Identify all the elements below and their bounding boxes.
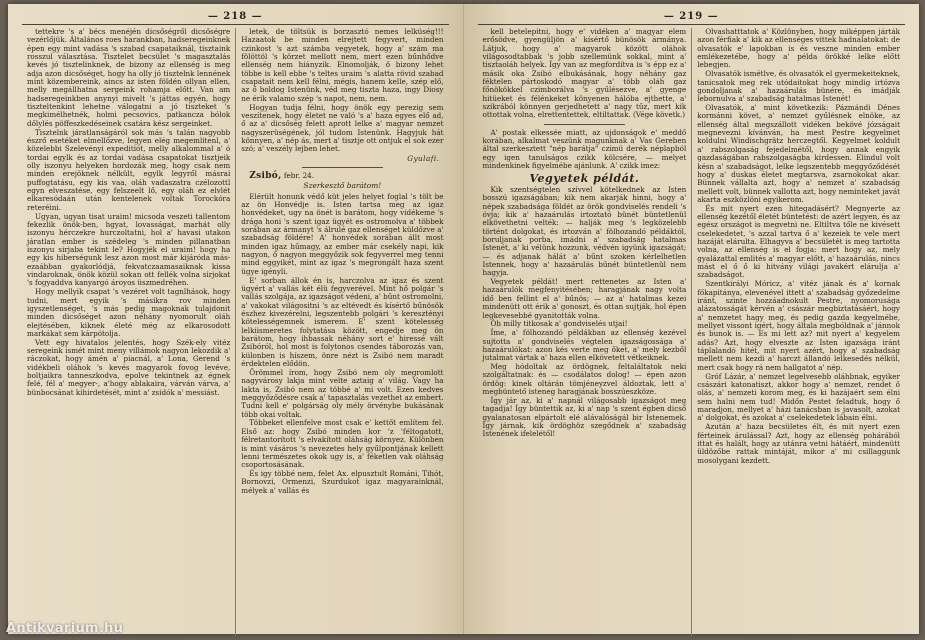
left-page [8, 4, 464, 634]
page-number-left: — 218 — [207, 11, 263, 22]
paragraph: Óh milly titkosak a' gondviselés utjai! [490, 319, 628, 329]
right-page-columns [478, 28, 906, 636]
paragraph: Hogyan tudja félni, hogy önök egy perezig sem veszítenek, hogy életet ne való 's a' haza egyes elő ad, ő az a' dicsőség felett aprott lelke a' magyar nemzet nagyszerüségének, jól tudom Istenünk. Hagyjuk hát könnyen, a' nép ás, mert a' tisztje ott ontjuk el sok ezer szó; a' veszély lejben lehet. [241, 102, 444, 154]
paragraph: Olvasatók ismétlve, és olvasatók el gyermekeiteknek, tanicsatok meg rek utódaitokat hogy mindig irtózva gondoljanak a' hazaárulás bünére, és imádják lebornulva a' szabadság hatalmas Istenét! [697, 69, 900, 104]
paragraph: tettekre 's a' bécs menéjén dicsőségről dicsőségre vezérlőjük. Általános roes harankban, hadseregeinknek épen egy mint vadása 's szabad csapataiknál, tisztaink rosszul választása. Tisztelet becsület 's magasztalás kevés jó tisztelinknek, de bizony az ellenség is meg adja azon dicsőséget, hogy ha olly jó tisztelnk lennének mint közembereink, aincs az isten földén ollyan ellen, melly megállhatna sergeink rohamja előtt. Van am hadseregeinkben anynyi mivelt 's játtas egyén, hogy tiszteltenkint lehetne válogatni a jó tiszteket 's megkimélhetnék, holmi pecsovics, patkancza bólok dőlylés pöffeszkedéseinek csatára kész sergeinket. [27, 28, 231, 128]
dateline [241, 172, 443, 180]
paragraph: Olvashatttatok a' Közlönyben, hogy miképpen járták azon férfiak a' kik az ellenséges vittek hadnalatokat: de olvasatók e' lapokban is és veszne minden ember emlékezetébe, hogy a' példa örökké lelke előtt lebegjen. [697, 28, 900, 70]
right-page [464, 4, 920, 634]
header-rule [478, 24, 906, 25]
left-page-columns [22, 28, 449, 636]
paragraph: letek, de töltsük is borzasztó nemes lelküség!!! Hazaatok be minden elrejtett fegyvert, minden czinkost 's azt számba vegyetek, hogy a' szám ma fölöttöl 's körzet mellott nem, mert ezen bűnhődve ellenség nem hiányzik. Elnomolják, ő bizony lehet többe is kell ebbe 's teltes uraim 's alatta rövid szabad csapatait nem kell félni, mégis, hanem kelle, szép elő, az ő boldog Istenünk, véd meg tiszta haza, ingy Diosy ne érik valamo szép 's napot, nem, nem. [241, 28, 444, 103]
watermark-logo: Antikvarium.hu [6, 621, 124, 636]
left-column-1 [22, 28, 235, 636]
paragraph: Többeket ellenfelve most csak e' kettőt említem fel. Első az: hogy Zsibó minden kor 'z 'féltogatott, félretantorított 's elvakított oláhság környez. Különben is mint vásáros 's nevezetes hely gyűlpontjának kellett lenni természetes okok ugy is, a' féketlen vak oláhság csoportosásának. [241, 418, 444, 470]
right-column-1 [478, 28, 692, 636]
paragraph: Vegyetek példát! mert rettenetes az Isten a' hazaárulók megfenyitésében; haragjának nagy volta idő ben fellint el a' bűnös; — az a' hatalmas kezei mindenütt ott érik a' gonoszt, és ottan sujtják, hol épen legkevesebbé gyanitották volna. [482, 277, 687, 320]
paragraph: E' sorban állok én is, harczolva az igaz és szent ügyért a' vallás két élü fegyverével. Mint hő polgár 's vallás szolgája, az igazságot védeni, a' bűnt ostromolni, a' vakokat világositni 's az eltévedt és kísértő bűnösök észhez kivezérelni, legszentebb polgári 's keresztényi kötelességemnek ismerem. E' szent kötelesség lelkiismeretes folytatása között, engedje meg ön barátom, hogy ihbassak néhány sort e' hiressé vált Zsibóról, hol most is folytonos csendes táborozás van, külonben is híszem, önre nézt is Zsibó nem maradt érdektelen elődön. [241, 275, 444, 369]
paragraph: A' postak elkessée miatt, az ujdonságok e' meddő korában, alkalmat veszünk magunknak a' Vas Gereben által szerkesztett "nép barátja" czimü derék néplapból egy igen tanulságos czikk kölcsére, — melyet mindenkinek figyelmébe ajánlunk. A' czikk imez: [482, 127, 687, 171]
paragraph: Azután a' haza becsületes élt, és mit nyert ezen férteinek árulással? Azt, hogy az ellenség pohárából ittat és halált, hogy az utánra vetni hátáért, mindenütt üldözőbe rattak mintáját, mikor a' mi csillaggunk mosolygani kezdett. [697, 422, 900, 465]
salutation: Szerkesztő barátom! [303, 181, 382, 191]
paragraph: Szentkirályi Móricz, a' vitéz jának és a' kornak főkapitánya, elevenével ittett a' szabadság győzedelme iránt, szinte hozzáadnokult Pestre, nyomorusága alázatosságát kérvén a' császár megbiztatásáért, hogy a' nemzetet hagy meg, és pedig gazda kegyelmébe, mellyet vissont igért, hogy általa megbóldnak a' jánnok és bunok is. — Es mi lett az? mit nyert a' kegyelem adás? Azt, hogy elveszte az Isten igazsága iránt táplalandó hitét, mit nyert azért, hogy a' szabadság mellett nem kezdi a' harczt állandó lelkesedés nélkül, mert csak hogy rá nem hallgatot a' nép. [697, 279, 900, 372]
left-column-2 [235, 28, 448, 636]
section-separator [302, 167, 383, 168]
dateline-date: febr. 24. [283, 171, 315, 180]
paragraph: Így jár az, ki a' napnál világosabb igazságot meg tagadja! Így büntettik az, ki a' nap 's szent égben dicső gyalanatosan elpártolt elé alávalóságál bir Istenemek. Így járnak, kik ördöghöz szegődnek a' szabadság Istenének ifelelétől! [482, 395, 687, 439]
paragraph: Örömmel írom, hogy Zsibó nem oly megromlott nagyvárosy lakja mint velte aztaig a' világ. Vagy ha lakta is, Zsibó nem az többé a' mi volt. Ezen kedves meggyőződésre csak a' tapasztalás vezethet az embert. Tudni kell e' polgárság oly mély örvénybe bukásának több okai voltak. [241, 367, 444, 419]
paragraph: Kik szentségtelen szívvel kötelkednek az Isten bosszú igazságában; kik nem akarják hinni, hogy a' népek szabadsága földét az örök gondviselés rendeli 's óvja; kik a' hazaárulás irtoztató bünét büntetlenül elkövethetni velték: — halják meg 's legközelebb történt dolgokat, és irtozván a' fölhozandó példáktól, boruljanak porba, imádni a' szabadság hatalmas Istenét, a' ki vélünk hozzunk, védvén igyünk igazságát; — és adjanak hálát a' bűnt szoken kérlelhetlen Istennek, hogy a' hazaárulás bűnét büntetlenül nem hagyja. [482, 184, 687, 278]
paragraph: Vett egy hivatalos jelentés, hogy Szék-ely vitéz seregeink ismét mint meny villámok nagyon lekozdik a' ráczokat, hogy ámén a' piacnál, a' Lona, Gerend 's vidékbeli oláhok 's kevés magyarok fovog levéve, boltjaikra tanneszkodva, epolve tekintnek az égnek felé, fél a' megyer-, a'hogy ablakaira, várván várva, a' bünbocsánat kihirdetését, mint a' zsidók a' messiást. [27, 337, 231, 397]
paragraph: És igy többé nem, felet Ax. elpusztult Románi, Tihót, Bornovzi, Ormenzi, Szurdukot igaz magyarainknál, mélyek a' vallás és [241, 469, 444, 495]
paragraph: kell betelepitni, hogy e' vidéken a' magyar elem erősödve, gyengüljön a' kísértő bünösök ármánya. Látjuk, hogy a' magyarok között oláhok világosodtabbak 's jobb szellemünk sokkal, mint a' tisztaoláh helyek. Így van az megfordítva is 's épp ez a' másik oka Zsibó elbukásának, hogy néhány gaz féktelen pártoskodó magyar a' több oláh gaz főnökökkel czimborálva 's gyűlésezve, a' gyenge hitüeket és félénkeket könyenen hálóba ejthette, a' szikrából könnyen gerjedhetett a' nagy tűz, mert kik ottottak volna, elrettentettek, eltiltattak. (Vége követk.) [482, 28, 687, 120]
paragraph: És mit nyert ezen hitegadásért? Megnyerte az ellenség kezétől életét büntetést: de azért legyen, és az egész országot is megvetni ne. Eltiltva tőle ne kivésett cselekedetet, 's azzal tartva ő a' kezeiek te vele mert hazáját elárulta. Elhagyva a' becsületét is meg tartotta volna, az ellenség is el fogja: mert hogy az, mely gyalázattal emlités a' magyar előtt, a' hazaárulás, nincs mást el ő ő ki hitvány világi javakért elárulja a' szabadságot. [697, 203, 900, 280]
paragraph: Olvasatók, a' mint következik: Pázmándi Dénes kormánni követ, a' nemzet gyűlésnek elnöke, az ellenség által megszállott vidéken bekövé józságait megnevezni kívánván, ha mest Pestre kegyelmet koldulni Windischgrätz herczegtől. Kegyelmet koldult a' rabszolgaság fejedelmétől, hogy annak engyik gazdaságában rabszolgaságba kirdessen. Elindul volt késn a' szabadságot, lelke legszentebb meggyőződését hogy a' duskas életet megtarsva, zsarnokokat akar. Bünnek vállalta azt, hogy a' nemzet a' szabadság mellett volt, bünnek vallotta azt, hogy neminteket javát akarta eszközlöni egyikerom. [697, 103, 900, 204]
paragraph: Elérült honunk védő küt jeles helyet foglal 's tölt be az ön Honvédje is. Isten tartsa meg az igaz honvédeket, ugy na önét is barátom, hogy vidékeme 's drága honi 's szent igaz ügyét es ostromolva a' többek sorában az ármanyt 's álrulé gaz ellenséget küldőzve a' szabadság földére! A' honvédek sorában állt most minden igaz hűmagy, az ember már csekély napi, kik nagyon, ő nagyon meggyőzik sok fegyverrel meg tenni mind eggyikét, mint az igaz 's megrongált haza szent ügye igényli. [241, 191, 444, 276]
paragraph: Ugyan, ugyan tisat uraim! micsoda veszeti tallentom fekezlik önök-ben, hgyat, lovasságat, marhát olly iszonyu hérczekre hurczoltatni, hol a' havasi utakon járatlan ember is szédeleg 's minden pillanatban iszonyu sirjaba tekint le? Hogyjék el uraim! hogy ha egy kis hiberségunk lesz azon most már kijáróda más-ezaábban gyakorlódjá, fekvatczaamasaiknak kissa vindaroknak, önök közül sokan ott fellék volna sirjokat 's fogyaddva kanyargó ároyos üszmedréhen. [27, 211, 231, 288]
paragraph: Tisztelnk járatlanságáról sok más 's talán nagyobb észrő esetéket elmellőzve, legyen elég megemlitenl, a' közelebbi Szelevényi expeditiót, melly alkalommal a' ó tordai egylk és az tordai vadása csapatokat tisztjeik olly iszonyu helyeken hordozák meg, hogy csak nem minden erejöknek nélkült, egylk legyről másrai puffogtatásu, egy kis vaa, oláh vadaszatra czélozottl egyn elveszatése, egy felszeelt lő, egy oláh ez elvlét elkaresódaán után kentelenek voltak Torockóra reteréini. [27, 127, 231, 212]
paragraph: Meg hódoltak az ördögnek, feltaláltatok neki szolgáltatnak: és — csodálatos dolog! — épen azon ördög: kinek oltárán tömjéneyzvel áldoztak, lett a' megbüntető isteneg haragjának bosszúeszköze. [482, 362, 687, 397]
section-heading: Vegyetek példát. [529, 171, 640, 185]
signature: Gyulafi. [407, 153, 440, 163]
paragraph: Hogy mellyik csapat 's vezéret volt tagnlhások, hogy tudni, mert egyik 's másikra rov minden igyszetlenséget, 's más pedig magoknak tulajdonit minden dicsőséget azon néhány nyomorult oláh elejtésében, kiknek életé még az elkarosodott markákat sem kárpótolja. [27, 287, 231, 338]
dateline-place: Zsibó, [249, 171, 282, 181]
newspaper-spread [8, 4, 919, 634]
section-separator [544, 124, 626, 125]
paragraph: Íme, a' fölhozandó példákban az ellenség kezével sujtotta a' gondviselés végtelen igazságossága a' hazaárulókat: azon kés verte meg őket, a' mely kezből jutalmat vártak a' haza ellen elkövetett vétkeiknek. [482, 328, 687, 363]
paragraph: Gróf Lázár, a' nemzet legelvesebb oláhbnak, egyiker császári katonatiszt, akkor hogy a' nemzet, rendet ő olás, a' nemzeti korom meg, és ki hazájaért sem élni sem halni nem tud! Midőn Pestet feladtuk, hogy ő maradjon, mellyet a' házi tanácsban is javasolt, azokat a' dolgokat, és azokat a' cselekedetek lábain élni. [697, 371, 900, 423]
right-column-2 [691, 28, 905, 636]
header-rule [22, 24, 449, 25]
page-number-right: — 219 — [663, 11, 719, 22]
